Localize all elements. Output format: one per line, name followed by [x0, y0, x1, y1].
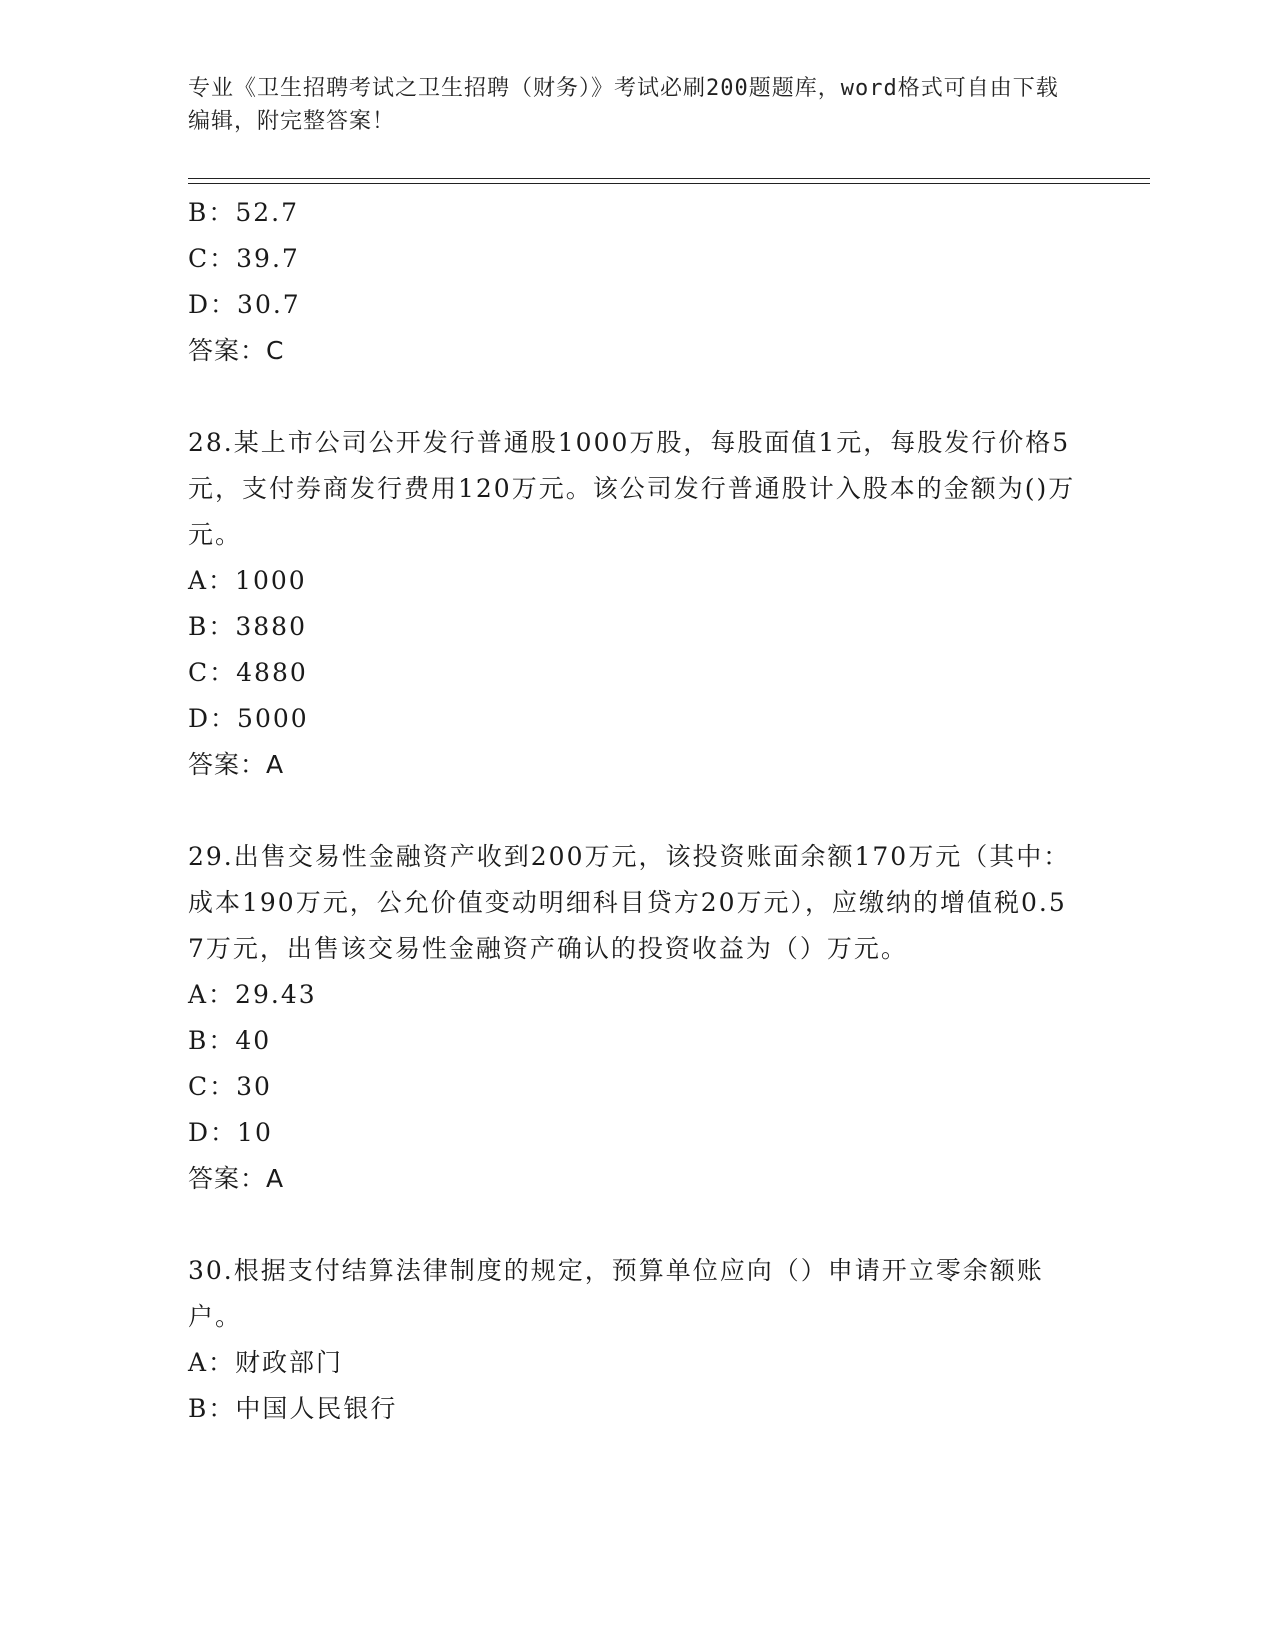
option-d: D：10 — [188, 1118, 273, 1147]
question-stem: 30.根据支付结算法律制度的规定，预算单位应向（）申请开立零余额账户。 — [188, 1256, 1044, 1331]
option-a: A：29.43 — [188, 980, 317, 1009]
question-block-29 — [188, 834, 1078, 1202]
option-c: C：30 — [188, 1072, 272, 1101]
header-divider-top — [188, 178, 1150, 179]
option-d: D：30.7 — [188, 290, 301, 319]
header-divider-bottom — [188, 183, 1150, 184]
option-b: B：3880 — [188, 612, 307, 641]
question-block-28 — [188, 420, 1078, 788]
document-header: 专业《卫生招聘考试之卫生招聘（财务）》考试必刷200题题库，word格式可自由下载编辑，附完整答案！ — [188, 76, 1059, 134]
option-c: C：39.7 — [188, 244, 300, 273]
question-list — [188, 190, 1078, 1432]
spacer — [188, 1202, 1078, 1248]
option-a: A：财政部门 — [188, 1348, 344, 1377]
question-block-27 — [188, 190, 1078, 374]
option-b: B：中国人民银行 — [188, 1394, 398, 1423]
option-d: D：5000 — [188, 704, 309, 733]
option-b: B：52.7 — [188, 198, 300, 227]
option-c: C：4880 — [188, 658, 308, 687]
answer-line: 答案：C — [188, 336, 285, 365]
question-block-30 — [188, 1248, 1078, 1432]
question-stem: 28.某上市公司公开发行普通股1000万股，每股面值1元，每股发行价格5元，支付券商发行费用120万元。该公司发行普通股计入股本的金额为()万元。 — [188, 428, 1076, 549]
spacer — [188, 788, 1078, 834]
answer-line: 答案：A — [188, 750, 285, 779]
option-a: A：1000 — [188, 566, 307, 595]
spacer — [188, 374, 1078, 420]
option-b: B：40 — [188, 1026, 272, 1055]
answer-line: 答案：A — [188, 1164, 285, 1193]
question-stem: 29.出售交易性金融资产收到200万元，该投资账面余额170万元（其中：成本190万元，公允价值变动明细科目贷方20万元），应缴纳的增值税0.57万元，出售该交易性金融资产确认的投资收益为（）万元。 — [188, 842, 1071, 963]
